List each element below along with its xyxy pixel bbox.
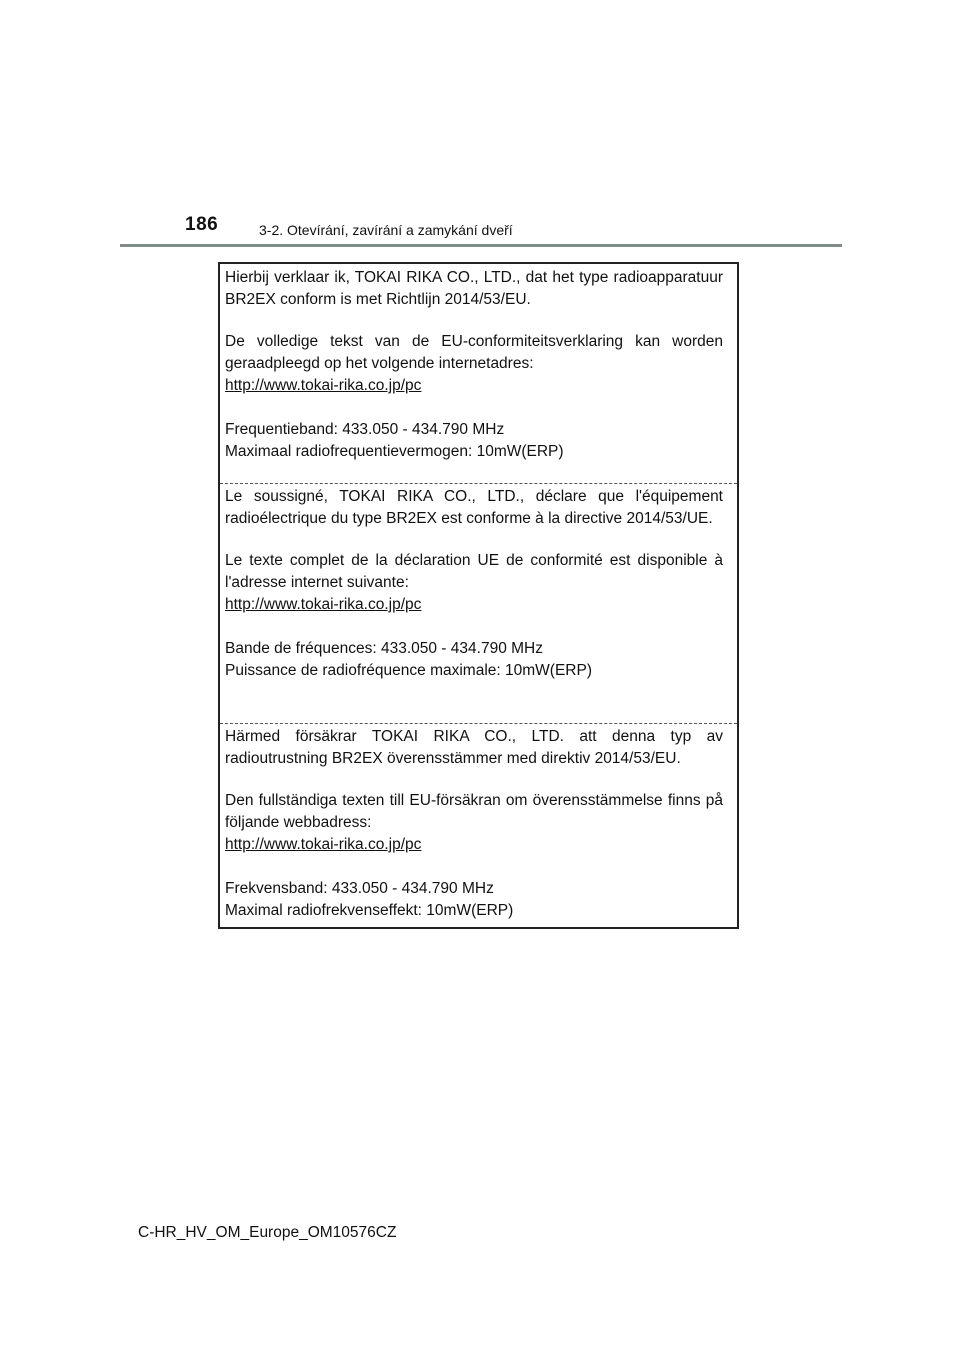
page-header [0, 0, 960, 250]
document-id-footer: C-HR_HV_OM_Europe_OM10576CZ [138, 1224, 397, 1241]
header-rule [120, 244, 842, 247]
frequency-band-fr: Bande de fréquences: 433.050 - 434.790 MHz [225, 640, 543, 657]
full-text-info-fr: Le texte complet de la déclaration UE de conformité est disponible à l'adresse internet suivante: [225, 552, 723, 591]
declaration-text-fr: Le soussigné, TOKAI RIKA CO., LTD., déclare que l'équipement radioélectrique du type BR2EX est conforme à la directive 2014/53/UE. [225, 488, 723, 527]
max-power-nl: Maximaal radiofrequentievermogen: 10mW(ERP) [225, 443, 564, 460]
frequency-band-nl: Frequentieband: 433.050 - 434.790 MHz [225, 421, 505, 438]
conformity-url-link-fr[interactable]: http://www.tokai-rika.co.jp/pc [225, 596, 422, 613]
page-number: 186 [185, 214, 219, 235]
declaration-text-sv: Härmed försäkrar TOKAI RIKA CO., LTD. att denna typ av radioutrustning BR2EX överensstämmer med direktiv 2014/53/EU. [225, 728, 723, 767]
max-power-sv: Maximal radiofrekvenseffekt: 10mW(ERP) [225, 902, 514, 919]
radio-equipment-notice-box [218, 262, 739, 929]
conformity-url-link-nl[interactable]: http://www.tokai-rika.co.jp/pc [225, 377, 422, 394]
full-text-info-sv: Den fullständiga texten till EU-försäkran om överensstämmelse finns på följande webbadress: [225, 792, 723, 831]
max-power-fr: Puissance de radiofréquence maximale: 10mW(ERP) [225, 662, 592, 679]
declaration-text-nl: Hierbij verklaar ik, TOKAI RIKA CO., LTD., dat het type radioapparatuur BR2EX conform is met Richtlijn 2014/53/EU. [225, 269, 723, 308]
notice-section-swedish [220, 726, 737, 927]
section-title: 3-2. Otevírání, zavírání a zamykání dveří [259, 222, 513, 238]
section-divider [220, 483, 737, 484]
conformity-url-link-sv[interactable]: http://www.tokai-rika.co.jp/pc [225, 836, 422, 853]
section-divider [220, 723, 737, 724]
frequency-band-sv: Frekvensband: 433.050 - 434.790 MHz [225, 880, 494, 897]
full-text-info-nl: De volledige tekst van de EU-conformiteitsverklaring kan worden geraadpleegd op het volgende internetadres: [225, 333, 723, 372]
notice-section-dutch [220, 267, 737, 483]
notice-section-french [220, 486, 737, 722]
